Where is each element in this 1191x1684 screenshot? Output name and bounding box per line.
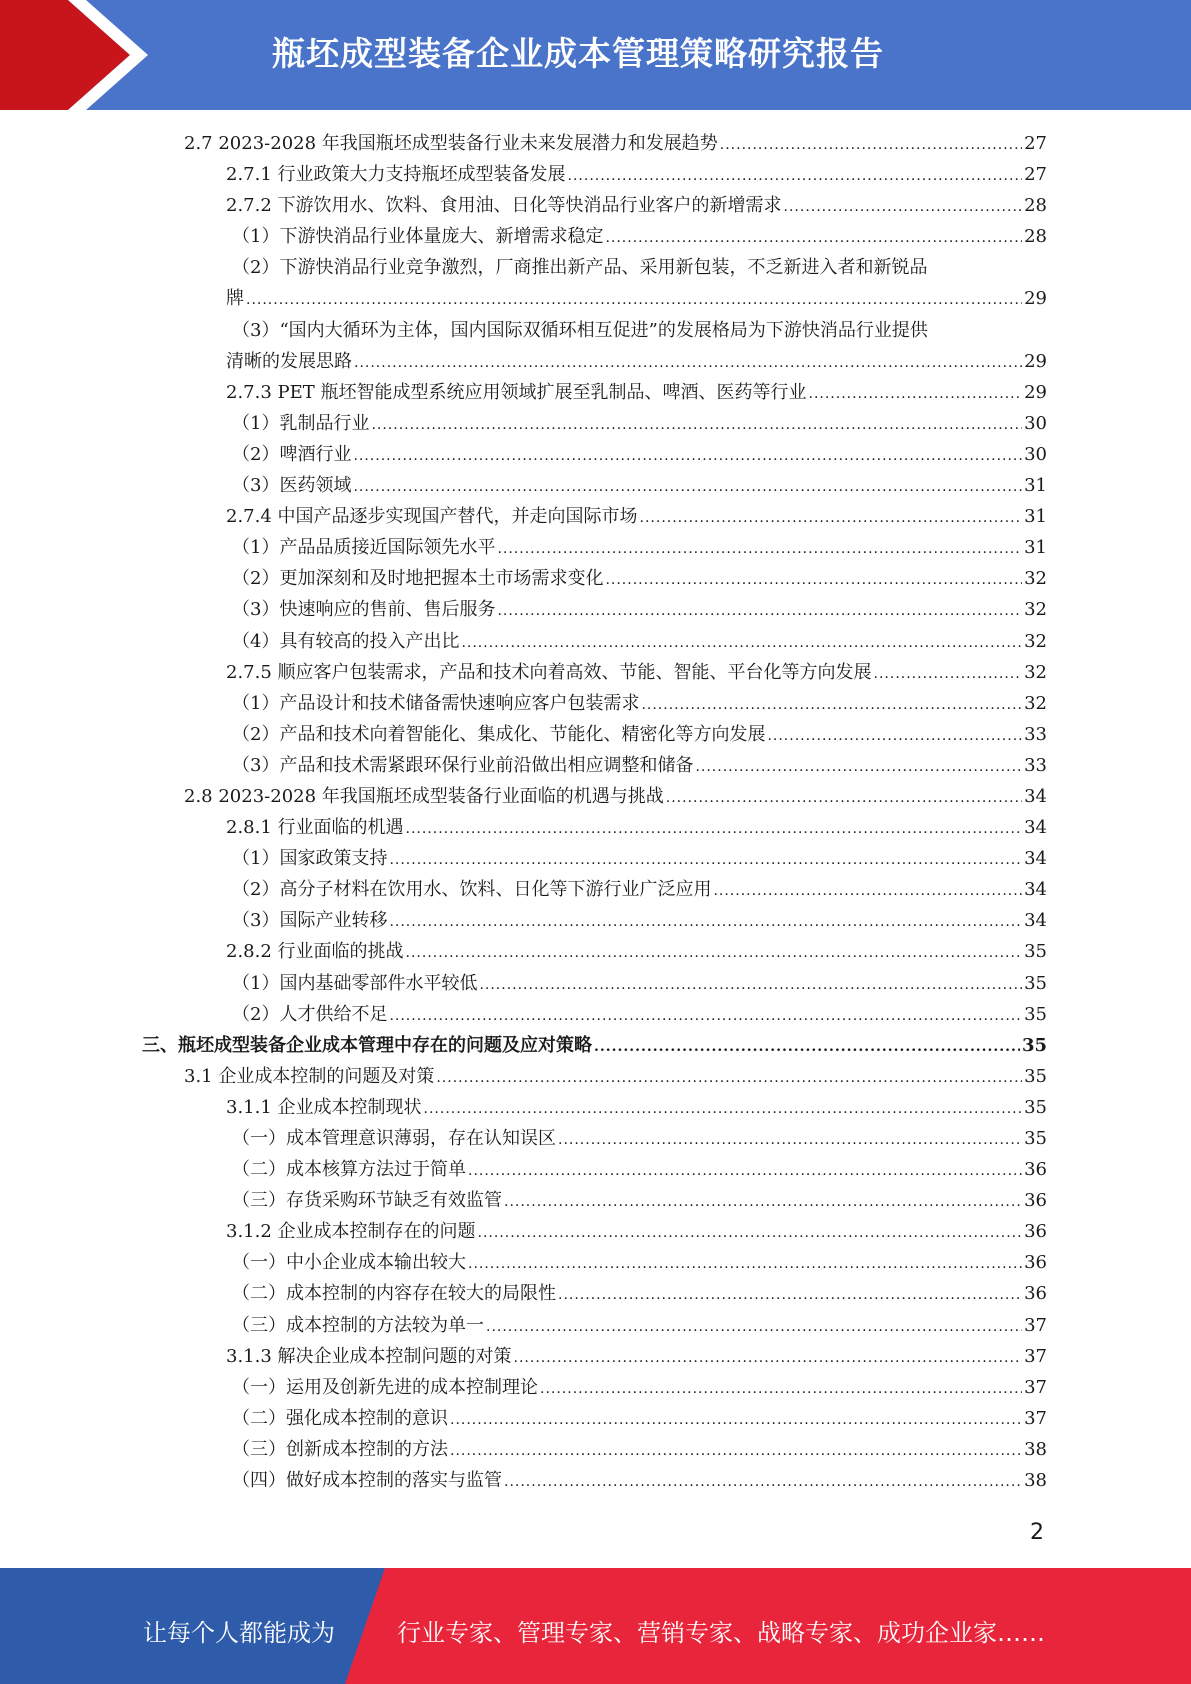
toc-entry-title: （3）“国内大循环为主体，国内国际双循环相互促进”的发展格局为下游快消品行业提供 [232, 319, 928, 341]
toc-leader-dots [784, 192, 1023, 223]
toc-entry-page: 32 [1024, 599, 1047, 621]
toc-entry[interactable] [0, 439, 1191, 470]
toc-entry-title: （2）高分子材料在饮用水、饮料、日化等下游行业广泛应用 [232, 879, 712, 901]
toc-entry-page: 37 [1024, 1376, 1047, 1398]
toc-entry[interactable] [0, 781, 1191, 812]
toc-entry-title: 2.7.4 中国产品逐步实现国产替代，并走向国际市场 [226, 506, 638, 528]
toc-entry-page: 27 [1024, 133, 1047, 154]
toc-entry-title: 2.7.5 顺应客户包装需求，产品和技术向着高效、节能、智能、平台化等方向发展 [226, 661, 872, 683]
toc-leader-dots [540, 1374, 1022, 1405]
toc-leader-dots [389, 1001, 1022, 1032]
toc-leader-dots [594, 1032, 1020, 1063]
toc-entry-title: 3.1.2 企业成本控制存在的问题 [226, 1221, 476, 1243]
toc-entry[interactable] [0, 1092, 1191, 1123]
toc-entry-title: 2.8 2023-2028 年我国瓶坯成型装备行业面临的机遇与挑战 [184, 785, 664, 807]
toc-entry[interactable] [0, 936, 1191, 967]
toc-entry-page: 33 [1024, 754, 1047, 776]
toc-entry[interactable] [0, 159, 1191, 190]
toc-entry-page: 31 [1024, 537, 1047, 559]
toc-entry-page: 36 [1024, 1283, 1047, 1305]
report-title: 瓶坯成型装备企业成本管理策略研究报告 [272, 34, 884, 73]
toc-entry-title: （一）运用及创新先进的成本控制理论 [232, 1376, 538, 1398]
toc-entry-title: 三、瓶坯成型装备企业成本管理中存在的问题及应对策略 [142, 1034, 592, 1056]
report-header [0, 0, 1191, 110]
toc-leader-dots [666, 783, 1022, 814]
toc-entry[interactable] [0, 1154, 1191, 1185]
toc-leader-dots [354, 348, 1022, 379]
toc-leader-dots [436, 1063, 1022, 1094]
toc-entry-title: 3.1 企业成本控制的问题及对策 [184, 1065, 435, 1087]
toc-entry-title: （三）创新成本控制的方法 [232, 1438, 448, 1460]
toc-entry[interactable] [0, 408, 1191, 439]
toc-entry-page: 34 [1024, 910, 1047, 932]
toc-entry[interactable] [0, 905, 1191, 936]
toc-entry[interactable] [0, 626, 1191, 657]
toc-entry-title: （3）国际产业转移 [232, 910, 388, 932]
toc-entry-title: （3）快速响应的售前、售后服务 [232, 599, 496, 621]
toc-leader-dots [246, 285, 1022, 316]
toc-entry-page: 28 [1024, 195, 1047, 217]
toc-leader-dots [486, 1312, 1022, 1343]
toc-leader-dots [406, 938, 1023, 969]
toc-leader-dots [450, 1436, 1022, 1467]
toc-entry[interactable] [0, 968, 1191, 999]
toc-entry-title: （2）产品和技术向着智能化、集成化、节能化、精密化等方向发展 [232, 723, 766, 745]
toc-entry-page: 37 [1024, 1407, 1047, 1429]
toc-entry-page: 33 [1024, 723, 1047, 745]
toc-entry-title: （3）产品和技术需紧跟环保行业前沿做出相应调整和储备 [232, 754, 694, 776]
toc-entry-page: 31 [1024, 506, 1047, 528]
toc-entry[interactable] [0, 1372, 1191, 1403]
toc-entry-page: 35 [1024, 1065, 1047, 1087]
toc-leader-dots [504, 1467, 1022, 1498]
toc-leader-dots [504, 1187, 1022, 1218]
table-of-contents [0, 128, 1191, 1496]
toc-entry-title: （二）成本控制的内容存在较大的局限性 [232, 1283, 556, 1305]
toc-entry-page: 36 [1024, 1159, 1047, 1181]
report-footer [0, 1568, 1191, 1684]
toc-leader-dots [640, 503, 1023, 534]
toc-entry-page: 35 [1024, 1096, 1047, 1118]
toc-entry-page: 30 [1024, 443, 1047, 465]
toc-entry[interactable] [0, 719, 1191, 750]
toc-entry-page: 27 [1024, 164, 1047, 186]
toc-entry-page: 34 [1024, 848, 1047, 870]
toc-entry-page: 32 [1024, 630, 1047, 652]
toc-leader-dots [353, 441, 1022, 472]
toc-entry-page: 35 [1024, 1128, 1047, 1149]
toc-entry-title: （二）成本核算方法过于简单 [232, 1159, 466, 1181]
toc-entry-page: 29 [1024, 350, 1047, 372]
toc-entry[interactable] [0, 377, 1191, 408]
toc-entry-title: （2）啤酒行业 [232, 443, 352, 465]
toc-entry[interactable] [0, 346, 1191, 377]
toc-leader-dots [809, 379, 1023, 410]
toc-entry-title: 牌 [226, 288, 244, 310]
toc-entry[interactable] [0, 190, 1191, 221]
toc-entry-title: （1）产品品质接近国际领先水平 [232, 537, 496, 559]
toc-entry-page: 35 [1024, 972, 1047, 994]
toc-leader-dots [558, 1125, 1022, 1156]
toc-entry-title: （2）下游快消品行业竞争激烈，厂商推出新产品、采用新包装，不乏新进入者和新锐品 [232, 257, 928, 279]
toc-entry-title: 清晰的发展思路 [226, 350, 352, 372]
toc-entry[interactable] [0, 843, 1191, 874]
toc-entry[interactable] [0, 221, 1191, 252]
toc-entry-page: 32 [1024, 568, 1047, 590]
toc-entry[interactable] [0, 999, 1191, 1030]
toc-entry[interactable] [0, 750, 1191, 781]
toc-entry[interactable] [0, 501, 1191, 532]
toc-leader-dots [497, 596, 1022, 627]
toc-entry-page: 34 [1024, 817, 1047, 839]
toc-entry[interactable] [0, 1310, 1191, 1341]
toc-entry-title: 2.7.1 行业政策大力支持瓶坯成型装备发展 [226, 164, 566, 186]
toc-leader-dots [605, 565, 1022, 596]
toc-entry-title: （4）具有较高的投入产出比 [232, 630, 460, 652]
toc-entry-title: （1）乳制品行业 [232, 412, 370, 434]
toc-entry[interactable] [0, 594, 1191, 625]
toc-entry[interactable] [0, 315, 1191, 346]
toc-entry[interactable] [0, 1247, 1191, 1278]
toc-leader-dots [424, 1094, 1023, 1125]
toc-entry[interactable] [0, 1278, 1191, 1309]
toc-entry-title: 2.7.3 PET 瓶坯智能成型系统应用领域扩展至乳制品、啤酒、医药等行业 [226, 381, 807, 403]
toc-entry-title: （二）强化成本控制的意识 [232, 1407, 448, 1429]
toc-leader-dots [353, 472, 1022, 503]
toc-entry-title: 3.1.1 企业成本控制现状 [226, 1096, 422, 1118]
toc-entry[interactable] [0, 1434, 1191, 1465]
toc-entry-page: 36 [1024, 1190, 1047, 1212]
toc-entry[interactable] [0, 1341, 1191, 1372]
toc-entry-title: 2.8.1 行业面临的机遇 [226, 817, 404, 839]
toc-entry-page: 28 [1024, 226, 1047, 248]
footer-slogan-right: 行业专家、管理专家、营销专家、战略专家、成功企业家…… [397, 1619, 1045, 1647]
toc-leader-dots [478, 1218, 1023, 1249]
toc-entry-title: （一）成本管理意识薄弱，存在认知误区 [232, 1128, 556, 1149]
toc-leader-dots [641, 690, 1022, 721]
toc-leader-dots [479, 970, 1022, 1001]
toc-entry[interactable] [0, 1216, 1191, 1247]
toc-entry-title: （1）产品设计和技术储备需快速响应客户包装需求 [232, 692, 640, 714]
toc-entry[interactable] [0, 1061, 1191, 1092]
toc-entry-title: （3）医药领域 [232, 475, 352, 497]
toc-leader-dots [497, 534, 1022, 565]
toc-leader-dots [468, 1249, 1022, 1280]
toc-entry-title: （2）人才供给不足 [232, 1003, 388, 1025]
toc-leader-dots [514, 1343, 1023, 1374]
toc-entry-page: 36 [1024, 1252, 1047, 1274]
toc-entry-page: 29 [1024, 288, 1047, 310]
toc-entry-title: 2.7.2 下游饮用水、饮料、食用油、日化等快消品行业客户的新增需求 [226, 195, 782, 217]
toc-entry-page: 34 [1024, 785, 1047, 807]
toc-entry-page: 31 [1024, 475, 1047, 497]
toc-entry-page: 36 [1024, 1221, 1047, 1243]
toc-entry-title: （一）中小企业成本输出较大 [232, 1252, 466, 1274]
toc-entry-title: （三）成本控制的方法较为单一 [232, 1314, 484, 1336]
toc-entry[interactable] [0, 1185, 1191, 1216]
toc-entry-page: 37 [1024, 1345, 1047, 1367]
toc-entry[interactable] [0, 1030, 1191, 1061]
toc-entry[interactable] [0, 812, 1191, 843]
toc-entry-page: 35 [1024, 941, 1047, 963]
page-number: 2 [1030, 1520, 1044, 1545]
toc-entry[interactable] [0, 1123, 1191, 1154]
toc-leader-dots [468, 1156, 1022, 1187]
toc-leader-dots [720, 130, 1022, 161]
toc-entry-page: 35 [1021, 1034, 1047, 1056]
toc-entry-page: 35 [1024, 1003, 1047, 1025]
toc-leader-dots [389, 845, 1022, 876]
toc-entry-page: 37 [1024, 1314, 1047, 1336]
toc-leader-dots [568, 161, 1023, 192]
toc-entry[interactable] [0, 532, 1191, 563]
toc-entry[interactable] [0, 1403, 1191, 1434]
toc-entry[interactable] [0, 470, 1191, 501]
toc-entry[interactable] [0, 1465, 1191, 1496]
header-red-chevron [0, 0, 150, 110]
toc-entry[interactable] [0, 688, 1191, 719]
toc-entry-title: （1）国内基础零部件水平较低 [232, 972, 478, 994]
toc-entry[interactable] [0, 657, 1191, 688]
toc-entry[interactable] [0, 874, 1191, 905]
toc-entry[interactable] [0, 563, 1191, 594]
toc-entry-title: 2.8.2 行业面临的挑战 [226, 941, 404, 963]
toc-entry[interactable] [0, 252, 1191, 283]
toc-leader-dots [461, 628, 1022, 659]
toc-leader-dots [389, 907, 1022, 938]
toc-leader-dots [406, 814, 1023, 845]
toc-leader-dots [713, 876, 1022, 907]
toc-entry-page: 38 [1024, 1438, 1047, 1460]
toc-leader-dots [767, 721, 1022, 752]
toc-entry[interactable] [0, 283, 1191, 314]
toc-entry-title: （2）更加深刻和及时地把握本土市场需求变化 [232, 568, 604, 590]
toc-entry[interactable] [0, 128, 1191, 159]
toc-leader-dots [558, 1280, 1022, 1311]
toc-leader-dots [605, 223, 1022, 254]
footer-slogan-left: 让每个人都能成为 [143, 1619, 335, 1647]
toc-entry-page: 29 [1024, 381, 1047, 403]
toc-entry-title: （1）国家政策支持 [232, 848, 388, 870]
toc-entry-title: （三）存货采购环节缺乏有效监管 [232, 1190, 502, 1212]
toc-entry-page: 30 [1024, 412, 1047, 434]
toc-entry-title: （四）做好成本控制的落实与监管 [232, 1470, 502, 1492]
toc-entry-page: 38 [1024, 1470, 1047, 1492]
toc-entry-title: 2.7 2023-2028 年我国瓶坯成型装备行业未来发展潜力和发展趋势 [184, 133, 718, 154]
toc-leader-dots [371, 410, 1022, 441]
toc-leader-dots [874, 659, 1023, 690]
toc-entry-page: 34 [1024, 879, 1047, 901]
toc-leader-dots [695, 752, 1022, 783]
toc-leader-dots [450, 1405, 1022, 1436]
toc-entry-page: 32 [1024, 661, 1047, 683]
toc-entry-page: 32 [1024, 692, 1047, 714]
toc-entry-title: 3.1.3 解决企业成本控制问题的对策 [226, 1345, 512, 1367]
toc-entry-title: （1）下游快消品行业体量庞大、新增需求稳定 [232, 226, 604, 248]
